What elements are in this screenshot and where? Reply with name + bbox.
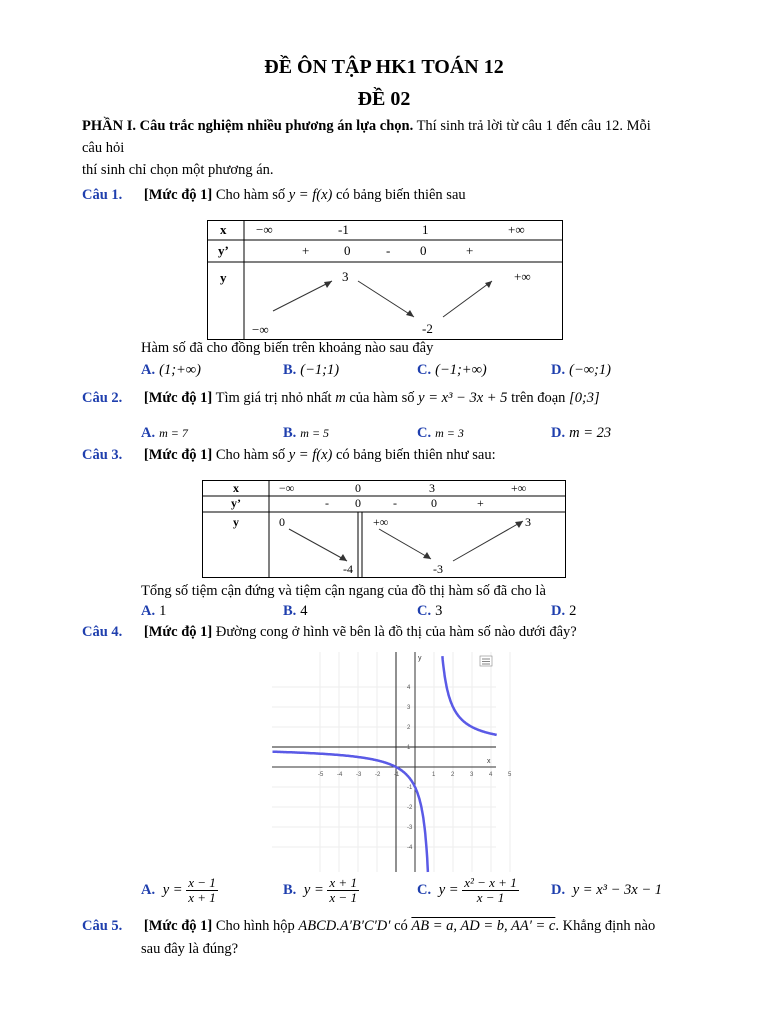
option-label: A. [141,881,156,898]
graph-curve-right [442,656,496,735]
option-a[interactable] [141,362,201,379]
option-b[interactable] [283,876,359,905]
y-tick-label: 4 [407,685,411,691]
table-header-x: x [220,222,227,237]
table-cell: + [466,243,474,258]
table-cell: -1 [338,222,349,237]
option-c[interactable] [417,425,464,442]
variation-table-3 [202,480,566,578]
part1-instruction-2: câu hỏi [82,140,125,156]
option-a[interactable] [141,876,218,905]
option-label: C. [417,425,432,441]
y-tick-label: 1 [407,745,411,751]
table-cell: - [386,243,391,258]
question-2-stem [82,390,600,407]
option-a[interactable] [141,425,188,442]
table-cell: −∞ [252,322,269,337]
option-value: 2 [569,603,577,619]
question-math: y = f(x) [288,187,333,203]
question-text: Đường cong ở hình vẽ bên là đồ thị của hàm số nào dưới đây? [215,624,577,640]
graph-curve-left [273,752,428,872]
option-value: y = [303,881,324,898]
option-value: (−∞;1) [569,362,611,378]
question-text: có bảng biến thiên sau [335,187,466,203]
fraction-numerator: x − 1 [188,875,216,890]
y-tick-label: -1 [407,785,413,791]
option-value: 4 [300,603,308,619]
table-cell: −∞ [279,481,295,495]
table-cell: -3 [433,562,443,576]
question-3-prompt: Tổng số tiệm cận đứng và tiệm cận ngang của đồ thị hàm số đã cho là [141,583,546,599]
table-cell: 0 [279,515,285,529]
question-math: [0;3] [569,390,600,406]
y-tick-label: -4 [407,845,413,851]
table-cell: +∞ [514,269,531,284]
question-level: [Mức độ 1] [143,187,213,203]
option-value: (1;+∞) [159,362,201,378]
table-header-yprime: y’ [231,496,241,510]
question-math: y = f(x) [288,447,333,463]
question-1-prompt: Hàm số đã cho đồng biến trên khoảng nào sau đây [141,340,434,356]
question-1-stem [82,187,466,204]
x-tick-label: -4 [337,772,343,778]
option-label: D. [551,882,566,898]
table-cell: -4 [343,562,353,576]
fraction [462,876,518,905]
option-label: C. [417,603,432,619]
table-cell: 3 [429,481,435,495]
question-level: [Mức độ 1] [143,624,213,640]
table-cell: + [477,496,484,510]
table-cell: 0 [344,243,351,258]
fraction-denominator: x − 1 [476,890,505,905]
graph-menu-icon[interactable] [480,656,492,666]
option-d[interactable] [551,362,611,379]
x-tick-label: 5 [508,772,512,778]
option-label: B. [283,425,297,441]
option-d[interactable] [551,882,662,899]
question-text: của hàm số [349,390,415,406]
option-label: C. [417,362,432,378]
question-level: [Mức độ 1] [143,390,213,406]
option-value: y = [162,881,183,898]
question-text: Cho hàm số [215,187,286,203]
function-graph-svg [272,652,512,872]
table-cell: - [325,496,329,510]
table-cell: +∞ [511,481,527,495]
question-text: trên đoạn [511,390,566,406]
table-cell: +∞ [373,515,389,529]
option-label: D. [551,425,566,441]
table-header-yprime: y’ [218,243,229,258]
option-c[interactable] [417,876,519,905]
question-text: Tìm giá trị nhỏ nhất [215,390,332,406]
y-tick-label: -2 [407,805,413,811]
option-d[interactable] [551,603,576,620]
fraction [327,876,359,905]
question-label: Câu 4. [82,624,123,640]
x-tick-label: 4 [489,772,493,778]
option-label: B. [283,362,297,378]
question-5-continuation: sau đây là đúng? [141,941,239,957]
fraction-numerator: x + 1 [329,875,357,890]
question-level: [Mức độ 1] [143,918,213,934]
option-value: (−1;+∞) [435,362,487,378]
question-math: y = x³ − 3x + 5 [418,390,508,406]
function-graph [272,652,512,872]
x-tick-label: 3 [470,772,474,778]
page-title: ĐỀ ÔN TẬP HK1 TOÁN 12 [264,56,504,78]
x-tick-label: 1 [432,772,436,778]
question-label: Câu 2. [82,390,123,406]
question-text: . Khẳng định nào [555,918,656,934]
option-value: y = [438,881,459,898]
question-text: Cho hình hộp [215,918,295,934]
question-math: ABCD.A′B′C′D′ [298,918,391,934]
fraction-denominator: x − 1 [329,890,357,905]
option-b[interactable] [283,425,329,442]
option-label: B. [283,881,297,898]
option-d[interactable] [551,425,611,442]
table-cell: 3 [525,515,531,529]
table-cell: 3 [342,269,349,284]
question-5-stem [82,918,655,935]
y-tick-label: 3 [407,705,411,711]
part1-intro [82,118,651,135]
option-a[interactable] [141,603,166,620]
option-label: D. [551,362,566,378]
fraction [186,876,218,905]
option-value: m = 3 [435,426,464,440]
option-label: A. [141,603,156,619]
y-tick-label: -3 [407,825,413,831]
x-tick-label: -1 [394,772,400,778]
fraction-numerator: x² − x + 1 [464,875,517,890]
question-label: Câu 5. [82,918,123,934]
option-label: A. [141,362,156,378]
table-cell: + [302,243,310,258]
option-label: C. [417,881,432,898]
question-label: Câu 3. [82,447,123,463]
question-vectors: AB = a, AD = b, AA′ = c [411,918,556,934]
table-cell: 0 [431,496,437,510]
table-header-y: y [233,515,239,529]
page-subtitle: ĐỀ 02 [357,88,411,110]
option-value: y = x³ − 3x − 1 [572,882,662,898]
option-b[interactable] [283,603,308,620]
question-math: m [335,390,346,406]
part1-instruction: Thí sinh trả lời từ câu 1 đến câu 12. Mỗi [416,118,651,134]
option-value: m = 23 [569,425,612,441]
table-cell: 1 [422,222,429,237]
x-tick-label: -5 [318,772,324,778]
table-cell: - [393,496,397,510]
variation-table-1 [207,220,563,340]
option-value: 1 [159,603,167,619]
question-label: Câu 1. [82,187,123,203]
table-header-y: y [220,270,227,285]
option-c[interactable] [417,362,487,379]
option-c[interactable] [417,603,442,620]
question-3-stem [82,447,496,464]
question-text: có bảng biến thiên như sau: [335,447,496,463]
fraction-denominator: x + 1 [188,890,216,905]
part1-heading: PHẦN I. Câu trắc nghiệm nhiều phương án lựa chọn. [82,118,414,134]
question-4-stem [82,624,577,641]
option-label: B. [283,603,297,619]
x-axis-label: x [487,758,491,765]
table-header-x: x [233,481,239,495]
option-label: D. [551,603,566,619]
table-cell: +∞ [508,222,525,237]
option-value: m = 5 [300,426,330,440]
x-tick-label: 2 [451,772,455,778]
table-cell: 0 [355,496,361,510]
y-axis-label: y [418,655,422,662]
y-tick-label: 2 [407,725,411,731]
question-text: Cho hàm số [215,447,286,463]
part1-instruction-3: thí sinh chỉ chọn một phương án. [82,162,274,178]
option-b[interactable] [283,362,339,379]
table-cell: 0 [355,481,361,495]
x-tick-label: -2 [375,772,381,778]
table-cell: −∞ [256,222,273,237]
option-value: m = 7 [159,426,188,440]
table-cell: 0 [420,243,427,258]
option-label: A. [141,425,156,441]
option-value: (−1;1) [300,362,340,378]
question-level: [Mức độ 1] [143,447,213,463]
x-tick-label: -3 [356,772,362,778]
table-cell: -2 [422,321,433,336]
option-value: 3 [435,603,443,619]
question-text: có [394,918,408,934]
graph-grid [272,652,510,872]
